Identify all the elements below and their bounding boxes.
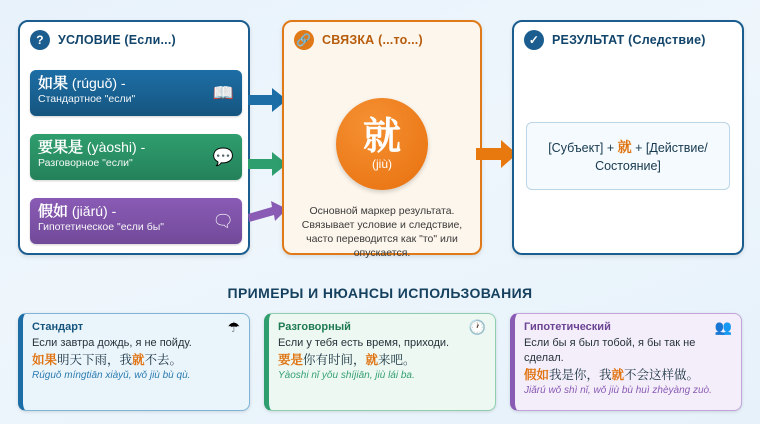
book-icon: 📖 (212, 83, 234, 103)
link-panel-title: СВЯЗКА (...то...) (322, 33, 423, 47)
condition-item-hanzi: 要果是 (38, 139, 84, 156)
result-formula-hanzi: 就 (617, 138, 632, 155)
example-chinese-jiu: 就 (365, 353, 379, 367)
example-card-title: Разговорный (278, 321, 351, 333)
condition-item-jiaru[interactable] (30, 198, 242, 244)
speech-bubble-icon: 💬 (212, 147, 234, 167)
condition-item-subtitle: Гипотетическое "если бы" (38, 221, 164, 233)
example-russian: Если у тебя есть время, приходи. (278, 337, 450, 349)
result-formula-suffix: + [Действие/ Состояние] (595, 140, 708, 173)
example-card-title: Стандарт (32, 321, 84, 333)
result-formula-prefix: [Субъект] + (548, 140, 618, 155)
example-chinese-keyword: 要是 (278, 353, 304, 367)
link-description: Основной маркер результата. Связывает условие и следствие, часто переводится как "то" или опускается. (301, 205, 463, 259)
example-russian: Если завтра дождь, я не пойду. (32, 337, 192, 349)
example-chinese (278, 351, 486, 369)
example-chinese-keyword: 如果 (32, 353, 58, 367)
condition-item-heading (38, 75, 234, 92)
example-chinese-jiu: 就 (132, 353, 145, 367)
result-panel-title: РЕЗУЛЬТАТ (Следствие) (552, 33, 706, 47)
condition-item-pinyin: (rúguǒ) - (71, 75, 126, 91)
example-card-hypothetical[interactable] (510, 313, 742, 411)
condition-item-yaoshi[interactable] (30, 134, 242, 180)
example-chinese-keyword: 假如 (524, 368, 550, 382)
check-circle-icon: ✓ (524, 30, 544, 50)
result-panel-header (514, 22, 742, 56)
condition-panel-title: УСЛОВИЕ (Если...) (58, 33, 176, 47)
example-chinese-mid: 你有时间， (303, 353, 366, 367)
example-chinese-mid: 明天下雨，我 (57, 353, 133, 367)
link-hanzi: 就 (362, 116, 401, 158)
condition-item-subtitle: Стандартное "если" (38, 93, 136, 105)
link-character-circle (336, 98, 428, 190)
example-card-colloquial[interactable] (264, 313, 496, 411)
people-icon: 👥 (714, 319, 732, 335)
link-panel (282, 20, 482, 259)
condition-item-hanzi: 假如 (38, 203, 69, 220)
condition-item-heading (38, 203, 234, 220)
result-panel (512, 20, 744, 255)
link-icon: 🔗 (294, 30, 314, 50)
condition-item-ruguo[interactable] (30, 70, 242, 116)
clock-icon: 🕐 (468, 319, 486, 335)
link-panel-header (284, 22, 480, 56)
thought-bubble-icon: 🗨 (212, 211, 234, 231)
example-pinyin: Rúguǒ míngtiān xiàyǔ, wǒ jiù bù qù. (32, 370, 191, 381)
example-card-title: Гипотетический (524, 321, 611, 333)
example-chinese-mid: 我是你，我 (549, 368, 612, 382)
umbrella-icon: ☂ (227, 319, 240, 335)
condition-panel-header (20, 22, 248, 56)
example-pinyin: Yàoshi nǐ yǒu shíjiān, jiù lái ba. (278, 370, 415, 381)
condition-item-pinyin: (yàoshi) - (86, 139, 146, 155)
example-chinese (32, 351, 240, 369)
condition-panel (18, 20, 250, 255)
examples-section-title: ПРИМЕРЫ И НЮАНСЫ ИСПОЛЬЗОВАНИЯ (227, 285, 533, 301)
condition-item-subtitle: Разговорное "если" (38, 157, 133, 169)
link-pinyin: (jiù) (372, 157, 392, 171)
example-chinese-post: 不会这样做。 (624, 368, 700, 382)
condition-item-hanzi: 如果 (38, 75, 69, 92)
result-formula (526, 122, 730, 190)
example-chinese-post: 来吧。 (378, 353, 416, 367)
condition-item-heading (38, 139, 234, 156)
example-card-standard[interactable] (18, 313, 250, 411)
example-chinese-post: 不去。 (144, 353, 183, 367)
example-chinese (524, 366, 732, 384)
question-mark-icon: ? (30, 30, 50, 50)
example-pinyin: Jiǎrú wǒ shì nǐ, wǒ jiù bù huì zhèyàng zuò. (524, 385, 712, 396)
example-russian: Если бы я был тобой, я бы так не сделал. (524, 337, 696, 364)
condition-item-pinyin: (jiǎrú) - (71, 203, 117, 219)
example-chinese-jiu: 就 (611, 368, 625, 382)
